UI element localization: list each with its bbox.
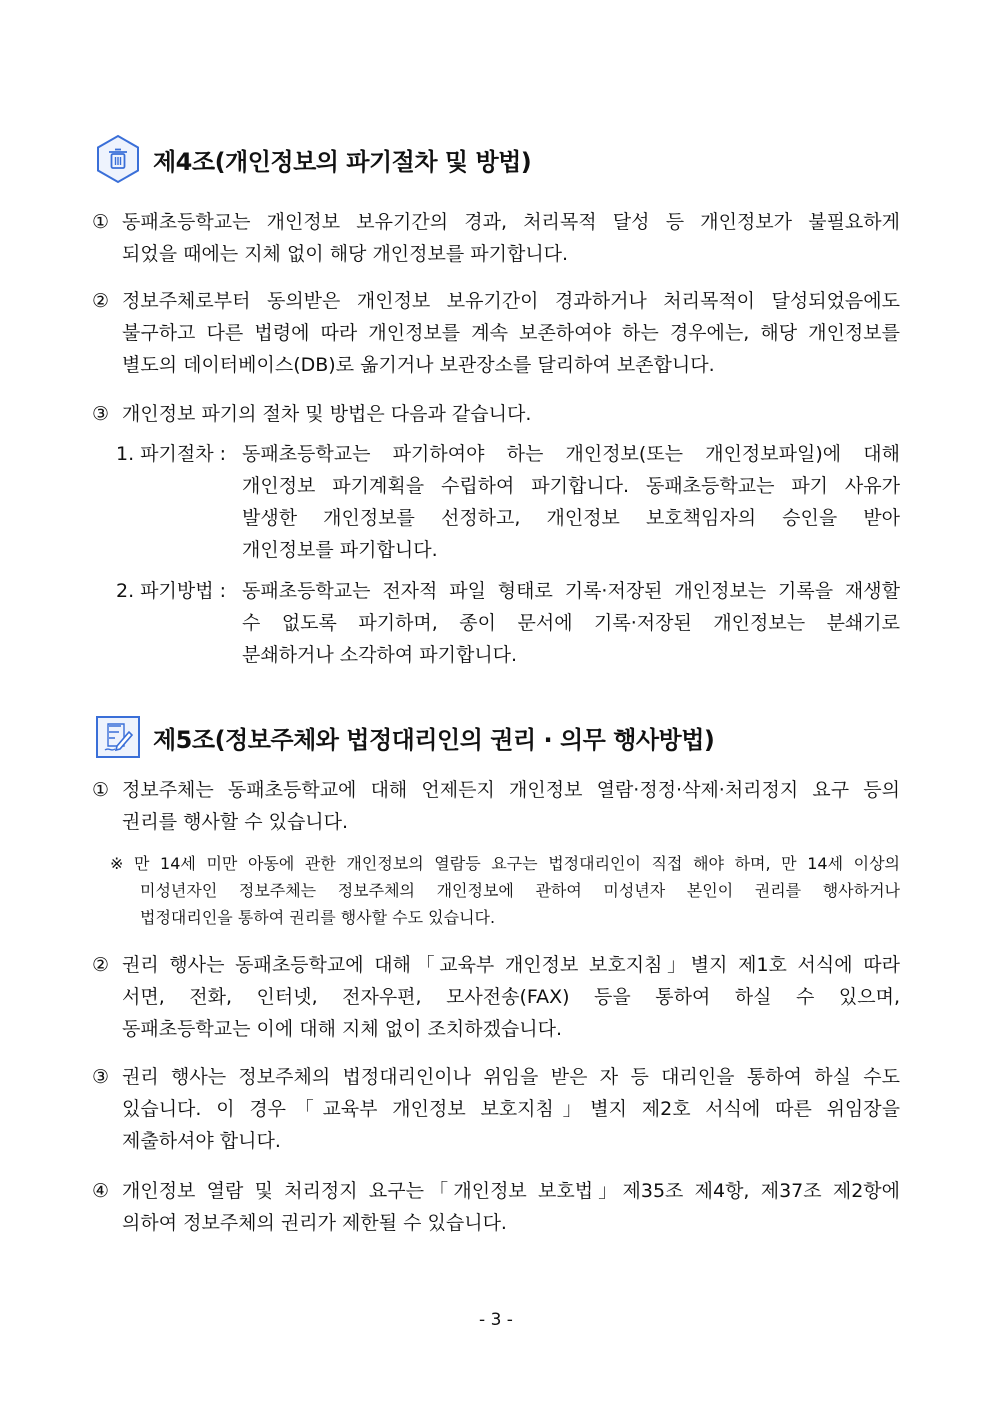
section-5-heading xyxy=(95,712,714,762)
paragraph-line: 정보주체는 동패초등학교에 대해 언제든지 개인정보 열람·정정·삭제·처리정지 요구 등의 xyxy=(122,779,900,801)
edit-document-icon xyxy=(95,712,141,762)
item-line: 동패초등학교는 전자적 파일 형태로 기록·저장된 개인정보는 기록을 재생할 xyxy=(242,580,900,602)
note-mark: ※ xyxy=(110,854,124,873)
destruction-method-item xyxy=(116,575,900,671)
paragraph-line: 동패초등학교는 개인정보 보유기간의 경과, 처리목적 달성 등 개인정보가 불필요하게 xyxy=(122,211,900,233)
section-5-paragraph-3 xyxy=(92,1061,900,1157)
trash-icon xyxy=(95,134,141,184)
paragraph-line: 권리를 행사할 수 있습니다. xyxy=(122,811,349,833)
paragraph-line: 되었을 때에는 지체 없이 해당 개인정보를 파기합니다. xyxy=(122,243,569,265)
page-number: - 3 - xyxy=(479,1310,513,1330)
section-5-paragraph-4 xyxy=(92,1175,900,1239)
paragraph-line: 별도의 데이터베이스(DB)로 옮기거나 보관장소를 달리하여 보존합니다. xyxy=(122,354,715,376)
paragraph-line: 권리 행사는 정보주체의 법정대리인이나 위임을 받은 자 등 대리인을 통하여 하실 수도 xyxy=(122,1066,900,1088)
paragraph-number: ① xyxy=(92,779,110,801)
paragraph-number: ③ xyxy=(92,403,110,425)
paragraph-line: 개인정보 열람 및 처리정지 요구는「개인정보 보호법」제35조 제4항, 제37조 제2항에 xyxy=(122,1180,900,1202)
section-4-title: 제4조(개인정보의 파기절차 및 방법) xyxy=(153,147,532,176)
paragraph-line: 불구하고 다른 법령에 따라 개인정보를 계속 보존하여야 하는 경우에는, 해당 개인정보를 xyxy=(122,322,900,344)
item-line: 분쇄하거나 소각하여 파기합니다. xyxy=(242,644,518,666)
item-label: 1. 파기절차 : xyxy=(116,443,227,465)
item-line: 동패초등학교는 파기하여야 하는 개인정보(또는 개인정보파일)에 대해 xyxy=(242,443,900,465)
paragraph-line: 있습니다. 이 경우「교육부 개인정보 보호지침」별지 제2호 서식에 따른 위임장을 xyxy=(122,1098,900,1120)
note-line: 미성년자인 정보주체는 정보주체의 개인정보에 관하여 미성년자 본인이 권리를 행사하거나 xyxy=(140,881,900,900)
item-line: 개인정보 파기계획을 수립하여 파기합니다. 동패초등학교는 파기 사유가 xyxy=(242,475,900,497)
note-block xyxy=(110,850,900,931)
paragraph-line: 동패초등학교는 이에 대해 지체 없이 조치하겠습니다. xyxy=(122,1018,563,1040)
note-line: 만 14세 미만 아동에 관한 개인정보의 열람등 요구는 법정대리인이 직접 해야 하며, 만 14세 이상의 xyxy=(134,854,900,873)
paragraph-number: ① xyxy=(92,211,110,233)
section-5-title: 제5조(정보주체와 법정대리인의 권리 · 의무 행사방법) xyxy=(153,725,715,754)
note-line: 법정대리인을 통하여 권리를 행사할 수도 있습니다. xyxy=(140,908,496,927)
item-line: 발생한 개인정보를 선정하고, 개인정보 보호책임자의 승인을 받아 xyxy=(242,507,900,529)
paragraph-line: 정보주체로부터 동의받은 개인정보 보유기간이 경과하거나 처리목적이 달성되었음에도 xyxy=(122,290,900,312)
item-line: 개인정보를 파기합니다. xyxy=(242,539,438,561)
paragraph-number: ④ xyxy=(92,1180,110,1202)
paragraph-number: ③ xyxy=(92,1066,110,1088)
section-4-paragraph-2 xyxy=(92,285,900,381)
section-4-paragraph-1 xyxy=(92,206,900,270)
paragraph-line: 개인정보 파기의 절차 및 방법은 다음과 같습니다. xyxy=(122,403,532,425)
paragraph-number: ② xyxy=(92,954,110,976)
paragraph-number: ② xyxy=(92,290,110,312)
destruction-procedure-item xyxy=(116,438,900,566)
item-line: 수 없도록 파기하며, 종이 문서에 기록·저장된 개인정보는 분쇄기로 xyxy=(242,612,900,634)
section-4-paragraph-3 xyxy=(92,398,900,430)
paragraph-line: 권리 행사는 동패초등학교에 대해「교육부 개인정보 보호지침」별지 제1호 서식에 따라 xyxy=(122,954,900,976)
item-label: 2. 파기방법 : xyxy=(116,580,227,602)
paragraph-line: 제출하셔야 합니다. xyxy=(122,1130,281,1152)
section-5-paragraph-1 xyxy=(92,774,900,838)
paragraph-line: 의하여 정보주체의 권리가 제한될 수 있습니다. xyxy=(122,1212,507,1234)
section-4-heading xyxy=(95,134,531,184)
section-5-paragraph-2 xyxy=(92,949,900,1045)
paragraph-line: 서면, 전화, 인터넷, 전자우편, 모사전송(FAX) 등을 통하여 하실 수 있으며, xyxy=(122,986,900,1008)
